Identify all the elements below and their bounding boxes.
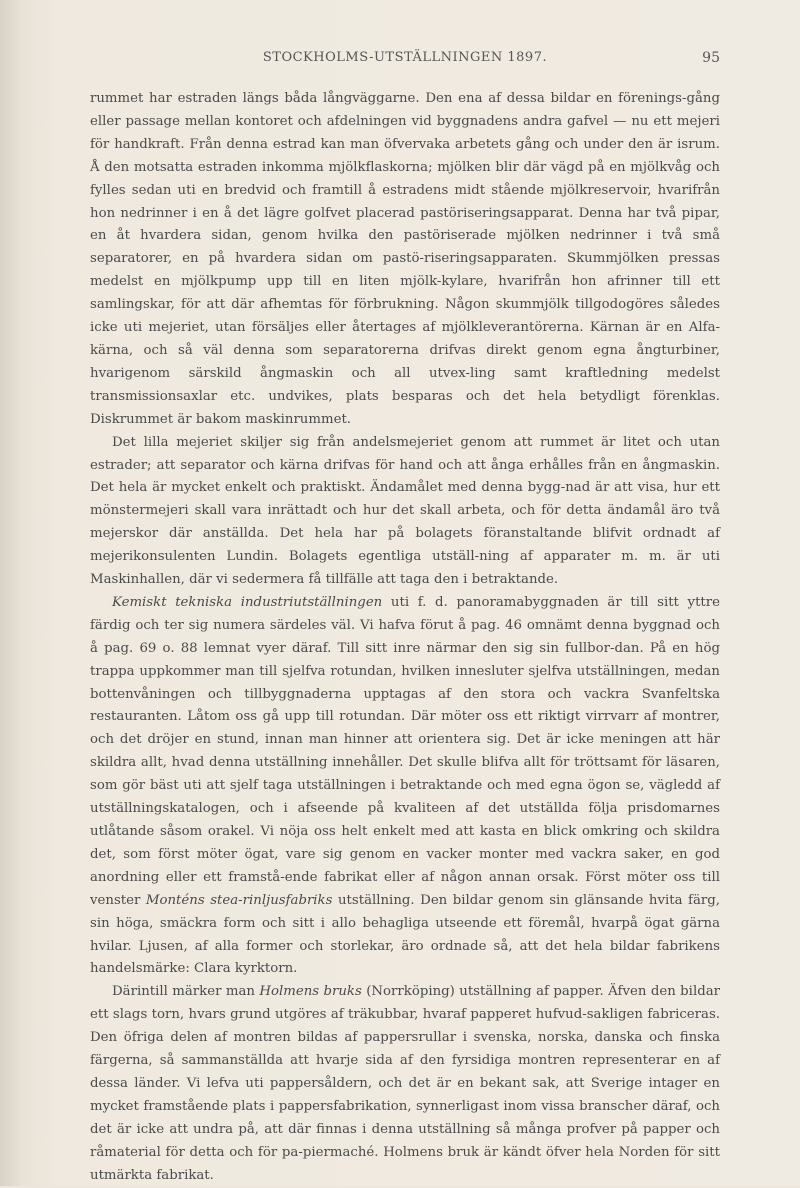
- paragraph-5-lead: Därintill märker man: [112, 984, 260, 1000]
- paragraph-2: [90, 432, 720, 592]
- body-text: [90, 88, 720, 1188]
- paragraph-5: [90, 981, 720, 1187]
- paragraph-4-emphasis: Monténs stea-rinljusfabriks: [145, 892, 333, 908]
- running-title: STOCKHOLMS-UTSTÄLLNINGEN 1897.: [262, 50, 548, 65]
- paragraph-4-text: utställning. Den bildar genom sin glänsande hvita färg, sin höga, smäckra form och sitt i allo behagliga utseende ett föremål, hvarpå ögat gärna hvilar. Ljusen, af alla former och storlekar, äro ordnade så, att det hela bildar fabrikens handelsmärke: Clara kyrktorn.: [90, 892, 720, 977]
- page-header: [90, 50, 720, 74]
- paragraph-5-emphasis: Holmens bruks: [259, 984, 362, 1000]
- paragraph-5-text: (Norrköping) utställning af papper. Äfven den bildar ett slags torn, hvars grund utgöres af träkubbar, hvaraf papperet hufvud-sakligen fabriceras. Den öfriga delen af montren bildas af pappersrullar i svenska, norska, danska och finska färgerna, så sammanställda att hvarje sida af den fyrsidiga montren representerar en af dessa länder. Vi lefva uti pappersåldern, och det är en bekant sak, att Sverige intager en mycket framstående plats i pappersfabrikation, synnerligast inom vissa branscher däraf, och det är icke att undra på, att där finnas i denna utställning så många profver på papper och råmaterial för detta och för pa-piermaché. Holmens bruk är kändt öfver hela Norden för sitt utmärkta fabrikat.: [90, 984, 720, 1183]
- paragraph-3: [90, 592, 720, 981]
- paragraph-3-text: uti f. d. panoramabyggnaden är till sitt yttre färdig och ter sig numera särdeles väl. Vi hafva förut å pag. 46 omnämt denna byggnad och å pag. 69 o. 88 lemnat vyer däraf. Till sitt inre närmar den sig sin fullbor-dan. På en hög trappa uppkommer man till sjelfva rotundan, hvilken innesluter sjelfva utställningen, medan bottenvåningen och tillbyggnaderna upptagas af den stora och vackra Svanfeltska restauranten. Låtom oss gå upp till rotundan. Där möter oss ett riktigt virrvarr af montrer, och det dröjer en stund, innan man hinner att orientera sig. Det är icke meningen att här skildra allt, hvad denna utställning innehåller. Det skulle blifva allt för tröttsamt för läsaren, som gör bäst uti att sjelf taga utställningen i betraktande och med egna ögon se, vägledd af utställningskatalogen, och i afseende på kvaliteen af det utställda följa prisdomarnes utlåtande såsom orakel. Vi nöja oss helt enkelt med att kasta en blick omkring och skildra det, som först möter ögat, vare sig genom en vacker monter med vackra saker, en god anordning eller ett framstå-ende fabrikat eller af någon annan orsak. Först möter oss till venster: [90, 594, 720, 908]
- paragraph-1-text: rummet har estraden längs båda långväggarne. Den ena af dessa bildar en förenings-gång eller passage mellan kontoret och afdelningen vid byggnadens andra gafvel — nu ett mejeri för handkraft. Från denna estrad kan man öfvervaka arbetets gång och under den är isrum. Å den motsatta estraden inkomma mjölkflaskorna; mjölken blir där vägd på en mjölkvåg och fylles sedan uti en bredvid och framtill å estradens midt stående mjölkreservoir, hvarifrån hon nedrinner i en å det lägre golfvet placerad pastöriseringsapparat. Denna har två pipar, en åt hvardera sidan, genom hvilka den pastöriserade mjölken nedrinner i två små separatorer, en på hvardera sidan om pastö-riseringsapparaten. Skummjölken pressas medelst en mjölkpump upp till en liten mjölk-kylare, hvarifrån hon afrinner till ett samlingskar, för att där afhemtas för förbrukning. Någon skummjölk tillgodogöres således icke uti mejeriet, utan försäljes eller återtages af mjölkleverantörerna. Kärnan är en Alfa-kärna, och så väl denna som separatorerna drifvas direkt genom egna ångturbiner, hvarigenom särskild ångmaskin och all utvex-ling samt kraftledning medelst transmissionsaxlar etc. undvikes, plats besparas och det hela betydligt förenklas. Diskrummet är bakom maskinrummet.: [90, 91, 720, 427]
- paragraph-2-text: Det lilla mejeriet skiljer sig från andelsmejeriet genom att rummet är litet och utan estrader; att separator och kärna drifvas för hand och att ånga erhålles från en ångmaskin. Det hela är mycket enkelt och praktiskt. Ändamålet med denna bygg-nad är att visa, hur ett mönstermejeri skall vara inrättadt och hur det skall arbeta, och för detta ändamål äro två mejerskor där anställda. Det hela har på bolagets föranstaltande blifvit ordnadt af mejerikonsulenten Lundin. Bolagets egentliga utställ-ning af apparater m. m. är uti Maskinhallen, där vi sedermera få tillfälle att taga den i betraktande.: [90, 434, 720, 588]
- paragraph-1: [90, 88, 720, 432]
- paragraph-3-emphasis: Kemiskt tekniska industriutställningen: [112, 594, 383, 610]
- page-number: 95: [702, 50, 720, 66]
